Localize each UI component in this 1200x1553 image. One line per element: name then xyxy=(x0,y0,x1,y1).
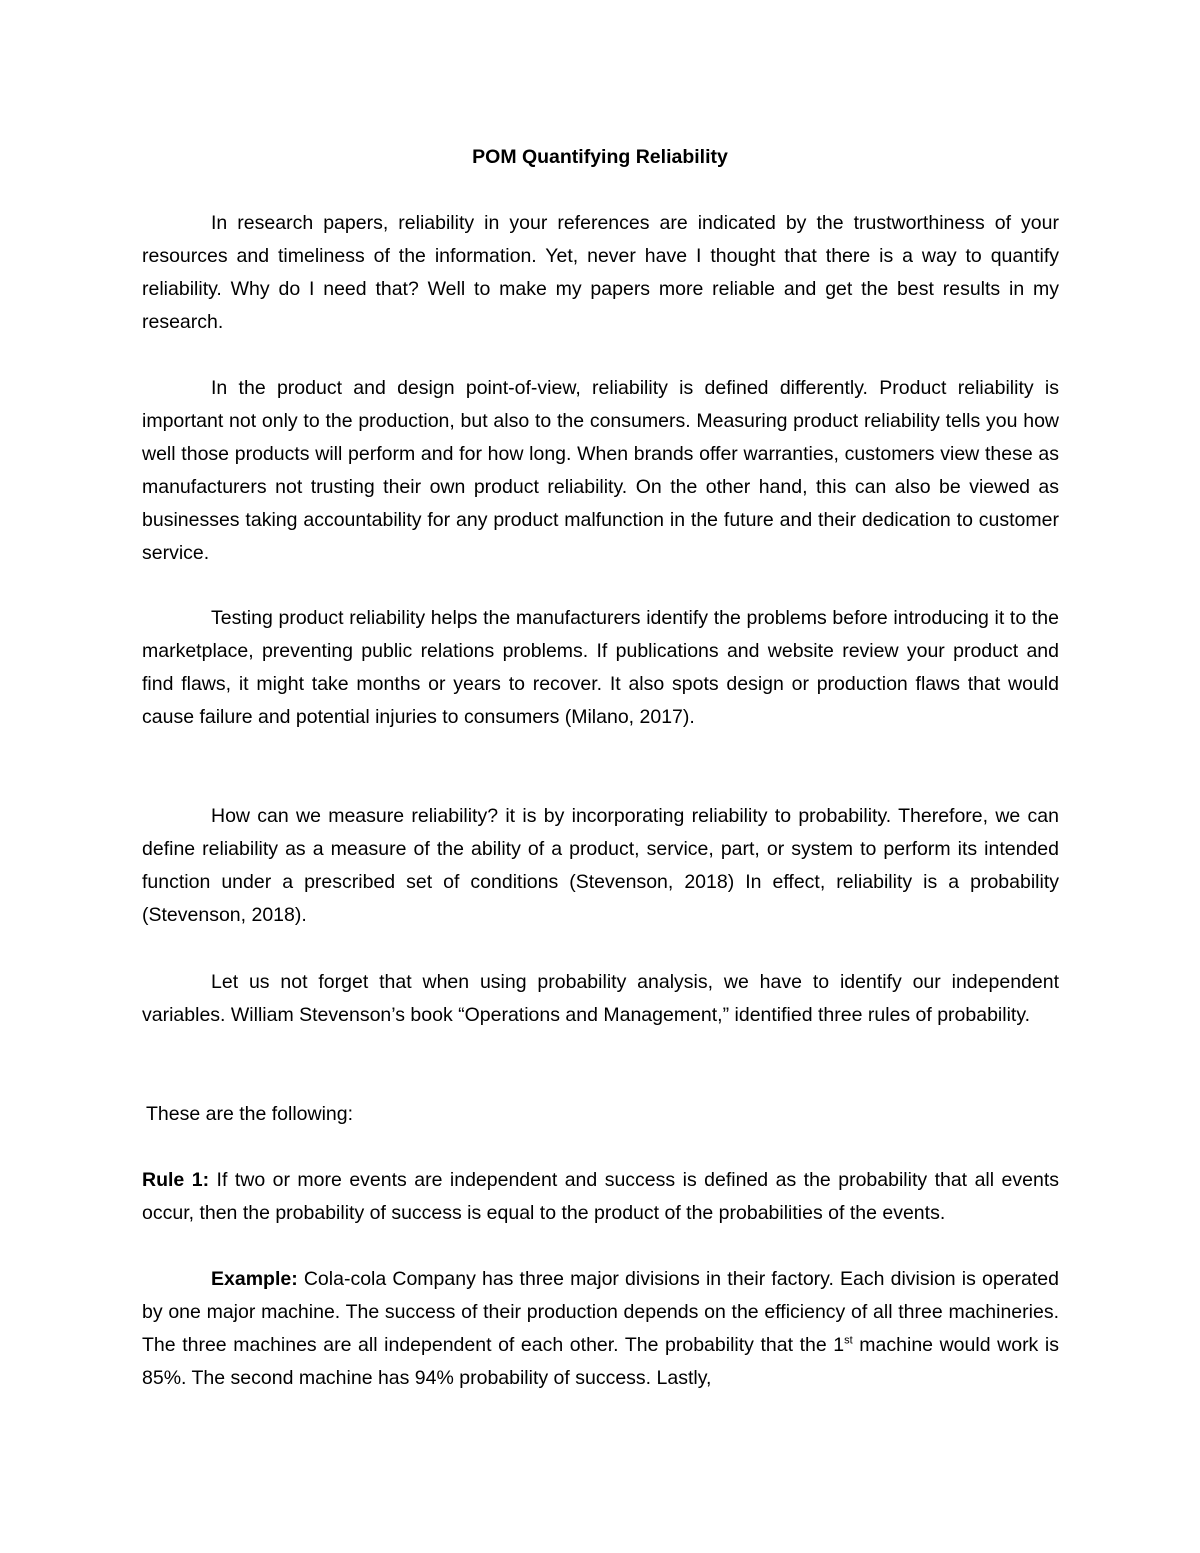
document-title: POM Quantifying Reliability xyxy=(472,146,728,168)
example-text-before: Cola-cola Company has three major divisions in their factory. Each division is operated by one major machine. The success of their production depends on the efficiency of all three machineries. The three machines are all independent of each other. The probability that the 1 xyxy=(142,1268,1059,1356)
rule-1-text: If two or more events are independent and success is defined as the probability that all events occur, then the probability of success is equal to the product of the probabilities of the events. xyxy=(142,1169,1059,1224)
paragraph-testing-reliability: Testing product reliability helps the manufacturers identify the problems before introducing it to the marketplace, preventing public relations problems. If publications and website review your product and find flaws, it might take months or years to recover. It also spots design or production flaws that would cause failure and potential injuries to consumers (Milano, 2017). xyxy=(142,607,1059,728)
example-text-after: machine would work is 85%. The second machine has 94% probability of success. Lastly, xyxy=(142,1334,1059,1389)
paragraph-research-papers: In research papers, reliability in your references are indicated by the trustworthiness of your resources and timeliness of the information. Yet, never have I thought that there is a way to quantify reliability. Why do I need that? Well to make my papers more reliable and get the best results in my research. xyxy=(142,212,1059,333)
ordinal-superscript: st xyxy=(844,1334,853,1347)
example-label: Example: xyxy=(211,1268,298,1290)
rule-1-paragraph xyxy=(142,1164,1059,1230)
rule-1-label: Rule 1: xyxy=(142,1169,210,1191)
paragraph-following: These are the following: xyxy=(146,1103,354,1125)
example-paragraph xyxy=(142,1263,1059,1395)
paragraph-probability-rules: Let us not forget that when using probability analysis, we have to identify our independent variables. William Stevenson’s book “Operations and Management,” identified three rules of probability. xyxy=(142,971,1059,1026)
paragraph-product-design: In the product and design point-of-view, reliability is defined differently. Product reliability is important not only to the production, but also to the consumers. Measuring product reliability tells you how well those products will perform and for how long. When brands offer warranties, customers view these as manufacturers not trusting their own product reliability. On the other hand, this can also be viewed as businesses taking accountability for any product malfunction in the future and their dedication to customer service. xyxy=(142,377,1059,564)
paragraph-measure-reliability: How can we measure reliability? it is by incorporating reliability to probability. Therefore, we can define reliability as a measure of the ability of a product, service, part, or system to perform its intended function under a prescribed set of conditions (Stevenson, 2018) In effect, reliability is a probability (Stevenson, 2018). xyxy=(142,805,1059,926)
